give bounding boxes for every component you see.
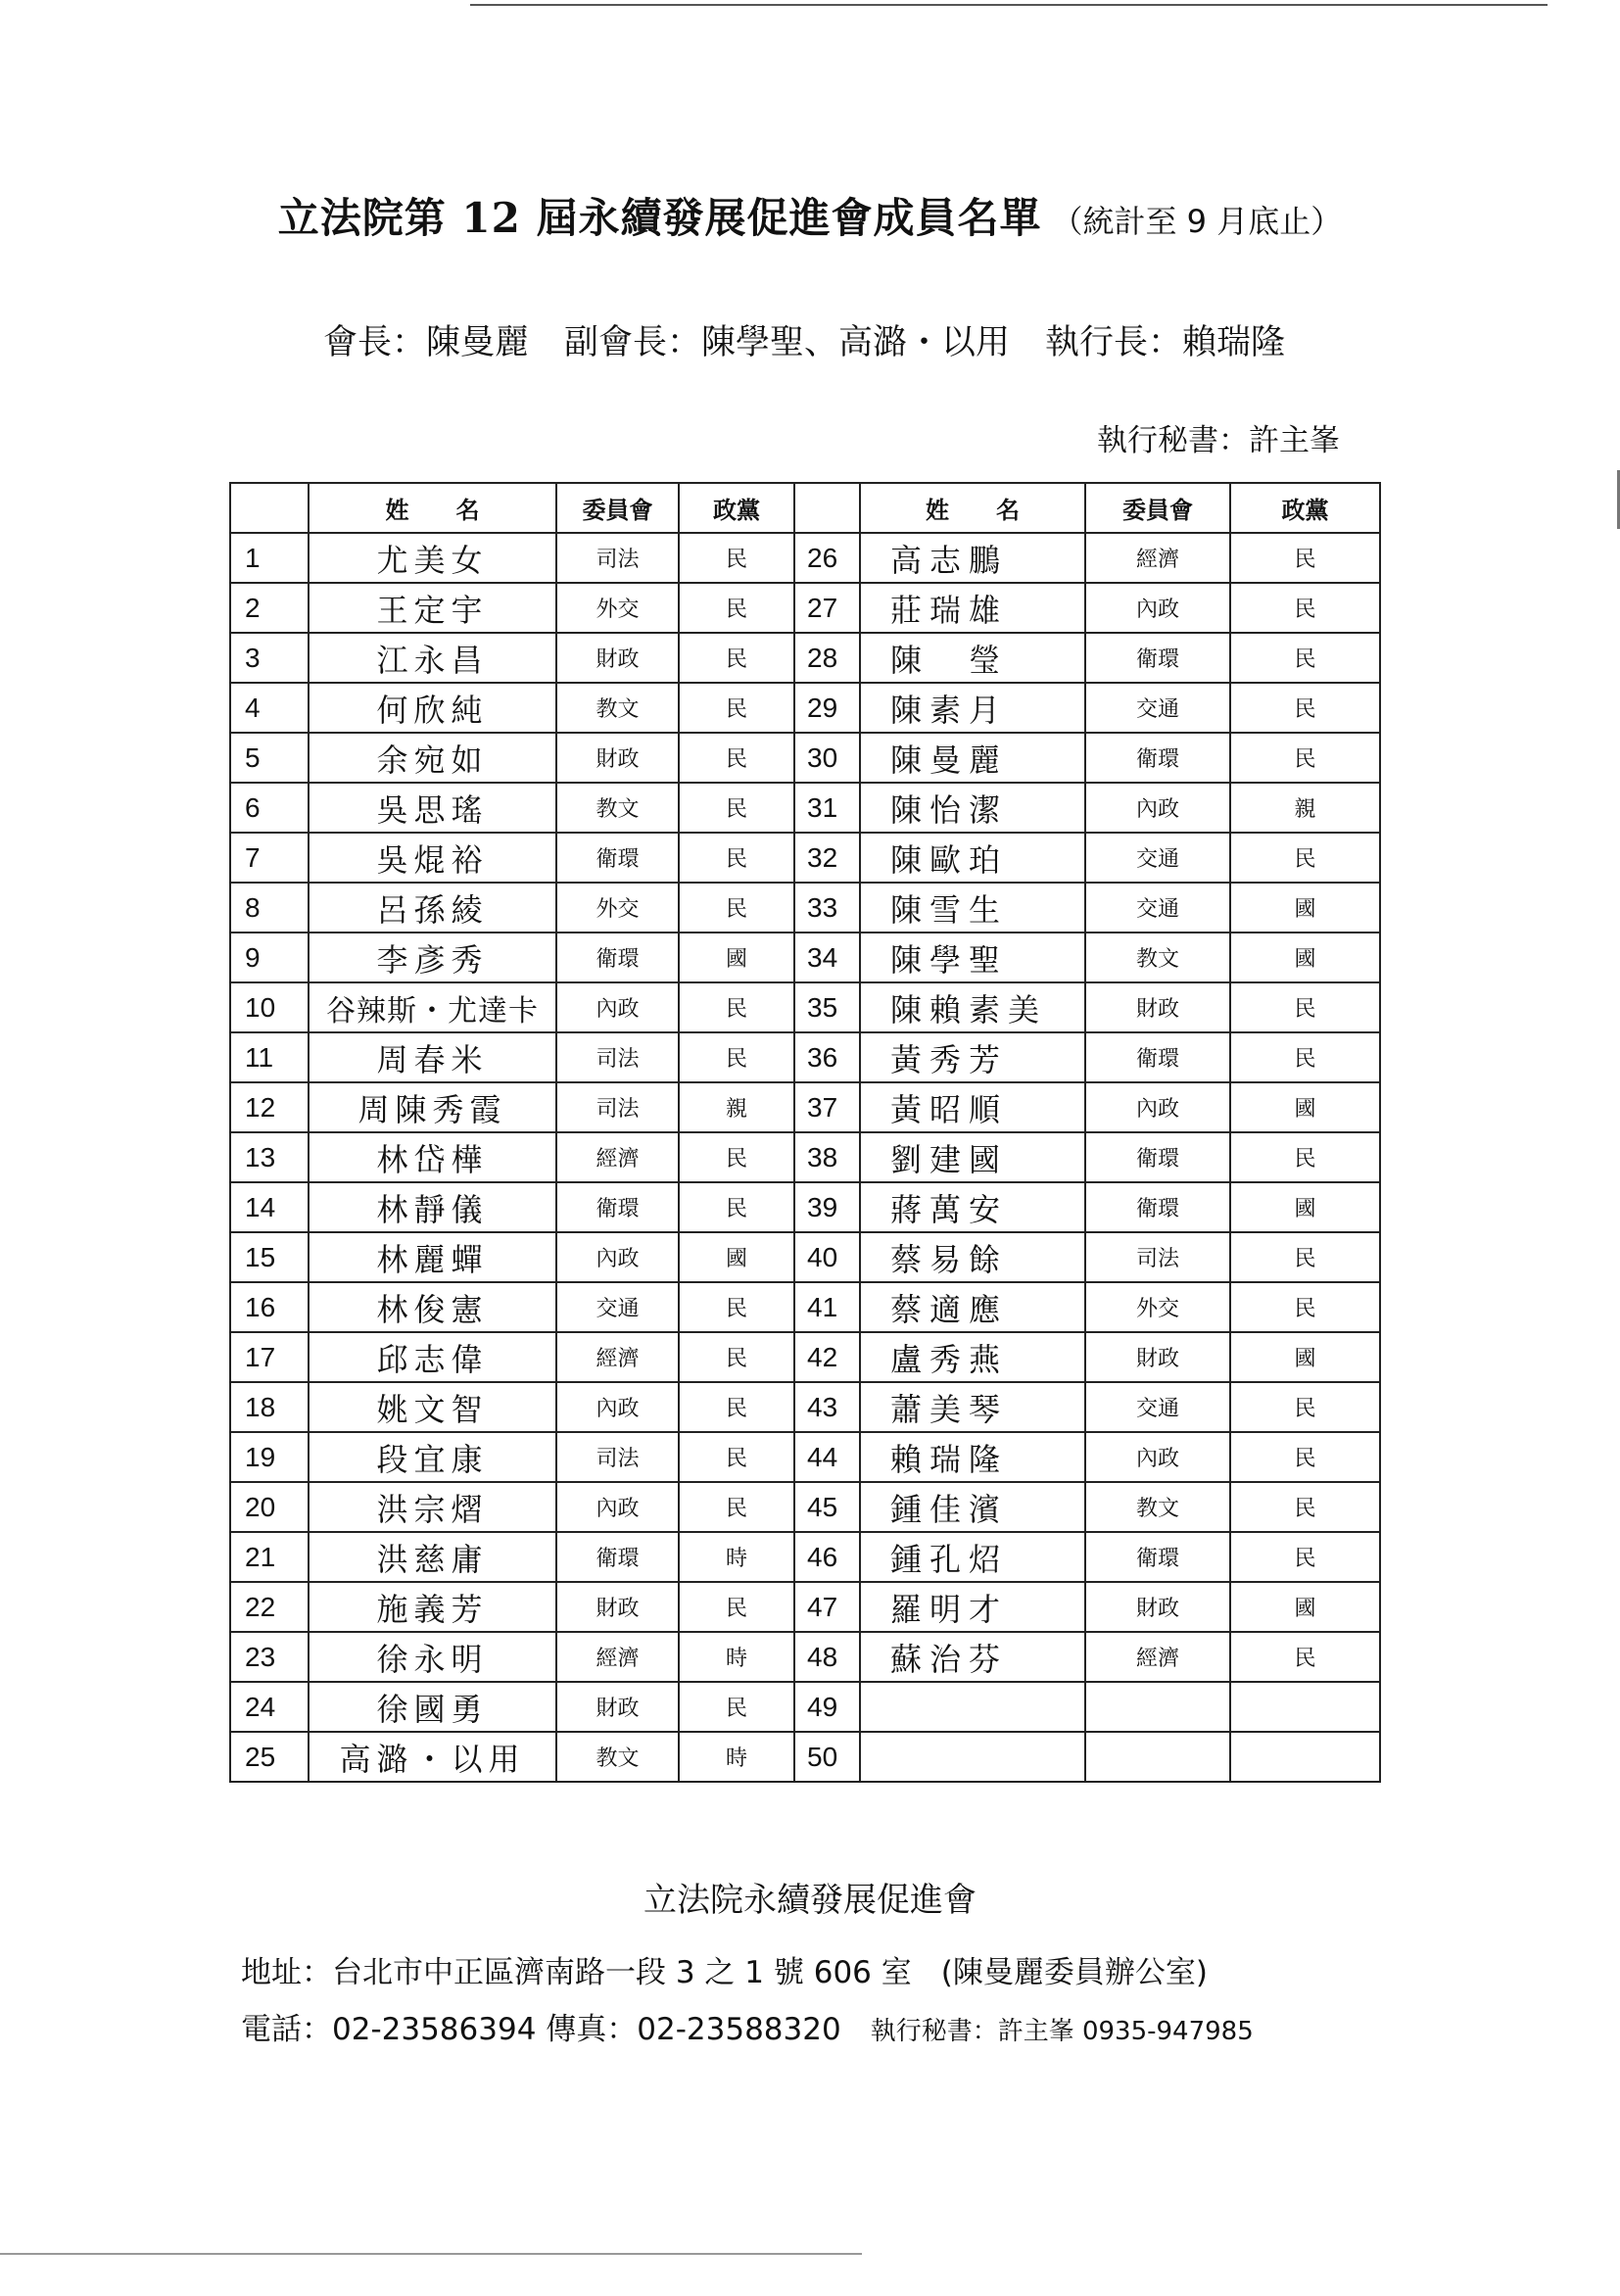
member-party: 民 xyxy=(1230,982,1380,1032)
member-committee: 財政 xyxy=(1085,982,1230,1032)
member-name: 周春米 xyxy=(309,1032,556,1082)
member-no: 38 xyxy=(794,1132,860,1182)
footer-office: (陳曼麗委員辦公室) xyxy=(940,1955,1208,1990)
member-party: 民 xyxy=(679,1182,794,1232)
footer-address-line xyxy=(241,1947,1208,1991)
member-committee: 內政 xyxy=(556,1482,679,1532)
member-committee: 衛環 xyxy=(1085,1132,1230,1182)
member-no: 44 xyxy=(794,1432,860,1482)
header-name-left: 姓 名 xyxy=(309,483,556,533)
member-no: 33 xyxy=(794,883,860,933)
member-no: 43 xyxy=(794,1382,860,1432)
member-name: 姚文智 xyxy=(309,1382,556,1432)
member-committee: 經濟 xyxy=(1085,1632,1230,1682)
member-committee: 司法 xyxy=(556,1032,679,1082)
member-no: 13 xyxy=(230,1132,309,1182)
member-party: 國 xyxy=(679,933,794,982)
member-name: 邱志偉 xyxy=(309,1332,556,1382)
member-name: 劉建國 xyxy=(860,1132,1085,1182)
member-committee: 財政 xyxy=(556,733,679,783)
member-name: 莊瑞雄 xyxy=(860,583,1085,633)
member-name: 陳怡潔 xyxy=(860,783,1085,833)
member-name: 黃昭順 xyxy=(860,1082,1085,1132)
member-party: 親 xyxy=(1230,783,1380,833)
scan-artifact-top xyxy=(470,4,1548,6)
member-name: 王定宇 xyxy=(309,583,556,633)
member-committee: 經濟 xyxy=(1085,533,1230,583)
member-party: 民 xyxy=(679,982,794,1032)
member-no: 9 xyxy=(230,933,309,982)
member-no: 22 xyxy=(230,1582,309,1632)
member-name: 施義芳 xyxy=(309,1582,556,1632)
member-committee: 教文 xyxy=(556,683,679,733)
member-committee: 交通 xyxy=(1085,833,1230,883)
member-no: 7 xyxy=(230,833,309,883)
member-party xyxy=(1230,1732,1380,1782)
member-committee: 教文 xyxy=(556,1732,679,1782)
member-party: 時 xyxy=(679,1632,794,1682)
member-party: 民 xyxy=(679,1582,794,1632)
table-row xyxy=(230,1632,1380,1682)
member-no: 8 xyxy=(230,883,309,933)
member-no: 47 xyxy=(794,1582,860,1632)
member-committee: 外交 xyxy=(556,883,679,933)
member-name: 陳歐珀 xyxy=(860,833,1085,883)
member-no: 32 xyxy=(794,833,860,883)
member-committee: 財政 xyxy=(1085,1582,1230,1632)
member-no: 31 xyxy=(794,783,860,833)
member-committee xyxy=(1085,1682,1230,1732)
member-committee: 教文 xyxy=(1085,933,1230,982)
member-no: 30 xyxy=(794,733,860,783)
member-party: 民 xyxy=(1230,733,1380,783)
header-no-right xyxy=(794,483,860,533)
table-row xyxy=(230,1132,1380,1182)
member-name: 洪宗熠 xyxy=(309,1482,556,1532)
member-name: 李彥秀 xyxy=(309,933,556,982)
member-committee: 外交 xyxy=(556,583,679,633)
member-name: 呂孫綾 xyxy=(309,883,556,933)
member-no: 5 xyxy=(230,733,309,783)
member-party: 民 xyxy=(679,533,794,583)
table-row xyxy=(230,1082,1380,1132)
member-party: 國 xyxy=(679,1232,794,1282)
member-name: 盧秀燕 xyxy=(860,1332,1085,1382)
member-no: 3 xyxy=(230,633,309,683)
member-party: 民 xyxy=(679,1332,794,1382)
member-name: 鍾孔炤 xyxy=(860,1532,1085,1582)
title-note: （統計至 9 月底止） xyxy=(1051,203,1343,240)
member-committee: 衛環 xyxy=(556,1532,679,1582)
table-row xyxy=(230,1282,1380,1332)
member-no: 16 xyxy=(230,1282,309,1332)
table-row xyxy=(230,833,1380,883)
member-name: 陳素月 xyxy=(860,683,1085,733)
member-committee: 內政 xyxy=(556,1232,679,1282)
member-roster-table xyxy=(229,482,1381,1783)
member-name: 陳學聖 xyxy=(860,933,1085,982)
member-name: 林麗蟬 xyxy=(309,1232,556,1282)
member-committee: 交通 xyxy=(1085,883,1230,933)
table-row xyxy=(230,883,1380,933)
member-no: 1 xyxy=(230,533,309,583)
footer-secretary: 執行秘書：許主峯 0935-947985 xyxy=(870,2017,1254,2046)
member-committee: 財政 xyxy=(556,1682,679,1732)
member-committee: 衛環 xyxy=(1085,1032,1230,1082)
member-no: 21 xyxy=(230,1532,309,1582)
member-committee: 交通 xyxy=(1085,1382,1230,1432)
executive-director: 執行長：賴瑞隆 xyxy=(1045,323,1286,362)
member-name: 林俊憲 xyxy=(309,1282,556,1332)
member-party: 時 xyxy=(679,1532,794,1582)
table-row xyxy=(230,533,1380,583)
member-committee: 經濟 xyxy=(556,1132,679,1182)
member-committee: 教文 xyxy=(1085,1482,1230,1532)
table-row xyxy=(230,982,1380,1032)
footer-phone: 電話：02-23586394 xyxy=(241,2012,537,2047)
title-main: 立法院第 12 屆永續發展促進會成員名單 xyxy=(277,194,1042,242)
member-party: 時 xyxy=(679,1732,794,1782)
member-party: 民 xyxy=(1230,1532,1380,1582)
secretary: 執行秘書：許主峯 xyxy=(1097,423,1340,458)
member-no: 48 xyxy=(794,1632,860,1682)
member-party: 民 xyxy=(1230,1632,1380,1682)
member-party: 民 xyxy=(1230,1232,1380,1282)
scan-artifact-bottom xyxy=(0,2253,862,2255)
member-party: 民 xyxy=(1230,633,1380,683)
member-name: 林岱樺 xyxy=(309,1132,556,1182)
member-party: 民 xyxy=(1230,533,1380,583)
member-no: 39 xyxy=(794,1182,860,1232)
officers-line xyxy=(323,315,1320,364)
member-name: 尤美女 xyxy=(309,533,556,583)
member-no: 49 xyxy=(794,1682,860,1732)
table-row xyxy=(230,1732,1380,1782)
member-party xyxy=(1230,1682,1380,1732)
member-party: 民 xyxy=(1230,683,1380,733)
member-committee: 內政 xyxy=(1085,583,1230,633)
member-committee: 內政 xyxy=(1085,783,1230,833)
member-name: 吳思瑤 xyxy=(309,783,556,833)
member-party: 國 xyxy=(1230,933,1380,982)
member-party: 國 xyxy=(1230,1082,1380,1132)
member-party: 民 xyxy=(679,1382,794,1432)
member-no: 20 xyxy=(230,1482,309,1532)
member-committee: 內政 xyxy=(1085,1432,1230,1482)
footer-org-name: 立法院永續發展促進會 xyxy=(643,1881,977,1920)
member-no: 27 xyxy=(794,583,860,633)
document-title xyxy=(0,186,1620,245)
table-row xyxy=(230,1032,1380,1082)
table-row xyxy=(230,583,1380,633)
member-committee: 衛環 xyxy=(556,1182,679,1232)
member-party: 國 xyxy=(1230,1182,1380,1232)
member-no: 17 xyxy=(230,1332,309,1382)
member-committee: 衛環 xyxy=(556,933,679,982)
member-party: 民 xyxy=(679,883,794,933)
member-no: 29 xyxy=(794,683,860,733)
header-committee-left: 委員會 xyxy=(556,483,679,533)
member-no: 50 xyxy=(794,1732,860,1782)
member-party: 民 xyxy=(1230,1382,1380,1432)
member-party: 民 xyxy=(679,833,794,883)
member-no: 34 xyxy=(794,933,860,982)
member-committee: 內政 xyxy=(1085,1082,1230,1132)
table-row xyxy=(230,1482,1380,1532)
table-row xyxy=(230,683,1380,733)
member-party: 親 xyxy=(679,1082,794,1132)
member-name: 賴瑞隆 xyxy=(860,1432,1085,1482)
member-name xyxy=(860,1732,1085,1782)
member-name: 羅明才 xyxy=(860,1582,1085,1632)
member-committee: 衛環 xyxy=(1085,733,1230,783)
footer-fax: 傳真：02-23588320 xyxy=(546,2012,841,2047)
table-row xyxy=(230,1232,1380,1282)
member-no: 41 xyxy=(794,1282,860,1332)
member-name: 徐永明 xyxy=(309,1632,556,1682)
member-party: 民 xyxy=(1230,1282,1380,1332)
member-committee: 內政 xyxy=(556,1382,679,1432)
table-row xyxy=(230,1582,1380,1632)
member-party: 民 xyxy=(1230,1432,1380,1482)
member-name: 蔡適應 xyxy=(860,1282,1085,1332)
member-committee: 衛環 xyxy=(1085,633,1230,683)
member-name: 蔡易餘 xyxy=(860,1232,1085,1282)
member-party: 民 xyxy=(679,1682,794,1732)
member-no: 19 xyxy=(230,1432,309,1482)
table-row xyxy=(230,1432,1380,1482)
member-no: 46 xyxy=(794,1532,860,1582)
president: 會長：陳曼麗 xyxy=(323,323,530,362)
table-row xyxy=(230,1382,1380,1432)
member-name xyxy=(860,1682,1085,1732)
member-no: 28 xyxy=(794,633,860,683)
member-name: 陳賴素美 xyxy=(860,982,1085,1032)
member-name: 余宛如 xyxy=(309,733,556,783)
member-name: 谷辣斯・尤達卡 xyxy=(309,982,556,1032)
member-name: 洪慈庸 xyxy=(309,1532,556,1582)
member-party: 民 xyxy=(679,1432,794,1482)
member-party: 國 xyxy=(1230,1332,1380,1382)
member-party: 民 xyxy=(679,783,794,833)
member-name: 陳曼麗 xyxy=(860,733,1085,783)
member-committee: 外交 xyxy=(1085,1282,1230,1332)
member-committee: 經濟 xyxy=(556,1632,679,1682)
member-no: 4 xyxy=(230,683,309,733)
member-no: 25 xyxy=(230,1732,309,1782)
table-row xyxy=(230,1682,1380,1732)
table-header-row xyxy=(230,483,1380,533)
member-no: 11 xyxy=(230,1032,309,1082)
table-row xyxy=(230,933,1380,982)
member-no: 35 xyxy=(794,982,860,1032)
member-no: 12 xyxy=(230,1082,309,1132)
member-party: 民 xyxy=(679,1282,794,1332)
table-row xyxy=(230,1182,1380,1232)
footer-address: 地址：台北市中正區濟南路一段 3 之 1 號 606 室 xyxy=(241,1955,912,1990)
member-committee: 內政 xyxy=(556,982,679,1032)
member-no: 14 xyxy=(230,1182,309,1232)
table-row xyxy=(230,783,1380,833)
member-name: 黃秀芳 xyxy=(860,1032,1085,1082)
member-party: 民 xyxy=(679,1032,794,1082)
footer-contact-line xyxy=(241,2004,1254,2048)
member-party: 民 xyxy=(679,683,794,733)
member-party: 民 xyxy=(1230,1032,1380,1082)
member-no: 6 xyxy=(230,783,309,833)
member-party: 民 xyxy=(679,633,794,683)
member-committee: 衛環 xyxy=(556,833,679,883)
member-party: 民 xyxy=(679,733,794,783)
member-committee: 司法 xyxy=(556,1082,679,1132)
header-party-right: 政黨 xyxy=(1230,483,1380,533)
member-name: 蕭美琴 xyxy=(860,1382,1085,1432)
member-committee: 衛環 xyxy=(1085,1182,1230,1232)
member-no: 10 xyxy=(230,982,309,1032)
member-no: 45 xyxy=(794,1482,860,1532)
member-no: 18 xyxy=(230,1382,309,1432)
member-committee: 交通 xyxy=(1085,683,1230,733)
member-name: 何欣純 xyxy=(309,683,556,733)
member-name: 鍾佳濱 xyxy=(860,1482,1085,1532)
member-committee: 財政 xyxy=(556,633,679,683)
member-party: 國 xyxy=(1230,883,1380,933)
member-no: 26 xyxy=(794,533,860,583)
member-name: 蔣萬安 xyxy=(860,1182,1085,1232)
member-party: 國 xyxy=(1230,1582,1380,1632)
member-committee: 經濟 xyxy=(556,1332,679,1382)
member-no: 36 xyxy=(794,1032,860,1082)
member-name: 林靜儀 xyxy=(309,1182,556,1232)
member-name: 高潞・以用 xyxy=(309,1732,556,1782)
member-committee xyxy=(1085,1732,1230,1782)
table-row xyxy=(230,1332,1380,1382)
header-party-left: 政黨 xyxy=(679,483,794,533)
table-row xyxy=(230,1532,1380,1582)
member-committee: 交通 xyxy=(556,1282,679,1332)
member-party: 民 xyxy=(1230,583,1380,633)
member-committee: 教文 xyxy=(556,783,679,833)
member-name: 陳 瑩 xyxy=(860,633,1085,683)
member-party: 民 xyxy=(679,583,794,633)
member-name: 徐國勇 xyxy=(309,1682,556,1732)
member-no: 42 xyxy=(794,1332,860,1382)
member-committee: 衛環 xyxy=(1085,1532,1230,1582)
member-no: 2 xyxy=(230,583,309,633)
member-committee: 司法 xyxy=(556,533,679,583)
member-party: 民 xyxy=(1230,1132,1380,1182)
member-name: 陳雪生 xyxy=(860,883,1085,933)
table-row xyxy=(230,633,1380,683)
member-committee: 司法 xyxy=(1085,1232,1230,1282)
member-committee: 司法 xyxy=(556,1432,679,1482)
member-name: 段宜康 xyxy=(309,1432,556,1482)
member-name: 吳焜裕 xyxy=(309,833,556,883)
member-name: 高志鵬 xyxy=(860,533,1085,583)
vice-presidents: 副會長：陳學聖、高潞・以用 xyxy=(564,323,1011,362)
member-committee: 財政 xyxy=(556,1582,679,1632)
member-party: 民 xyxy=(1230,833,1380,883)
header-no-left xyxy=(230,483,309,533)
table-row xyxy=(230,733,1380,783)
member-no: 37 xyxy=(794,1082,860,1132)
member-name: 江永昌 xyxy=(309,633,556,683)
header-name-right: 姓 名 xyxy=(860,483,1085,533)
member-committee: 財政 xyxy=(1085,1332,1230,1382)
header-committee-right: 委員會 xyxy=(1085,483,1230,533)
member-party: 民 xyxy=(679,1482,794,1532)
member-no: 23 xyxy=(230,1632,309,1682)
member-name: 蘇治芬 xyxy=(860,1632,1085,1682)
member-no: 15 xyxy=(230,1232,309,1282)
member-name: 周陳秀霞 xyxy=(309,1082,556,1132)
member-party: 民 xyxy=(679,1132,794,1182)
member-party: 民 xyxy=(1230,1482,1380,1532)
member-no: 40 xyxy=(794,1232,860,1282)
member-no: 24 xyxy=(230,1682,309,1732)
